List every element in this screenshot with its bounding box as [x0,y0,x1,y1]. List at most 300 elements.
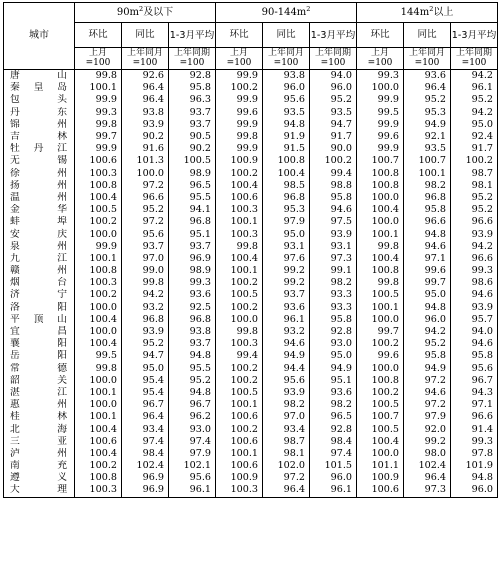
index-value: 98.2 [310,277,357,289]
index-value: 95.6 [122,228,169,240]
table-row [4,168,498,180]
index-value: 101.5 [310,460,357,472]
index-value: 95.8 [404,350,451,362]
index-value: 99.8 [216,131,263,143]
city-name: 平顶山 [4,314,75,326]
index-value: 100.2 [75,460,122,472]
index-value: 95.2 [451,204,498,216]
base-header-period: 上月 [230,48,249,58]
index-value: 93.5 [310,107,357,119]
index-value: 98.1 [263,448,310,460]
base-header-period: 上年同月 [268,48,305,58]
index-value: 100.3 [75,168,122,180]
index-value: 96.4 [122,411,169,423]
index-value: 100.0 [75,375,122,387]
index-value: 100.2 [216,277,263,289]
index-value: 93.1 [310,241,357,253]
index-value: 97.2 [404,399,451,411]
index-value: 99.9 [75,143,122,155]
index-value: 99.3 [357,70,404,83]
index-value: 96.0 [310,82,357,94]
table-row [4,350,498,362]
index-value: 99.7 [404,277,451,289]
index-value: 96.7 [451,375,498,387]
table-row [4,131,498,143]
table-row [4,241,498,253]
index-value: 99.9 [357,143,404,155]
index-value: 94.8 [169,387,216,399]
index-value: 99.8 [75,119,122,131]
city-column-header: 城市 [4,3,75,70]
index-value: 93.7 [169,107,216,119]
table-row [4,423,498,435]
index-value: 100.1 [75,411,122,423]
index-value: 93.2 [122,302,169,314]
index-value: 100.5 [357,399,404,411]
index-value: 97.2 [404,375,451,387]
index-value: 100.0 [75,326,122,338]
index-value: 96.9 [122,472,169,484]
table-row [4,204,498,216]
city-name: 韶关 [4,375,75,387]
index-value: 94.2 [451,107,498,119]
city-name: 徐州 [4,168,75,180]
index-value: 100.8 [75,180,122,192]
index-value: 96.9 [122,484,169,497]
index-value: 95.5 [169,363,216,375]
index-value: 95.1 [169,228,216,240]
index-value: 92.8 [169,70,216,83]
index-value: 99.7 [75,131,122,143]
index-value: 97.3 [404,484,451,497]
index-value: 102.1 [169,460,216,472]
index-value: 93.1 [263,241,310,253]
index-value: 97.0 [263,411,310,423]
index-value: 101.9 [451,460,498,472]
index-value: 99.0 [122,265,169,277]
index-value: 91.5 [263,143,310,155]
base-header [451,48,498,70]
index-value: 90.5 [169,131,216,143]
index-value: 100.6 [357,484,404,497]
city-name: 唐山 [4,70,75,83]
base-header-value: =100 [414,57,440,68]
index-value: 100.6 [216,192,263,204]
index-value: 91.7 [451,143,498,155]
index-value: 99.9 [357,119,404,131]
index-value: 99.9 [216,94,263,106]
index-value: 93.5 [404,143,451,155]
city-name: 北海 [4,423,75,435]
index-value: 99.2 [263,265,310,277]
index-value: 93.3 [310,289,357,301]
index-value: 100.5 [357,289,404,301]
table-row [4,448,498,460]
table-row [4,484,498,497]
index-value: 95.4 [122,387,169,399]
index-value: 102.0 [263,460,310,472]
metric-header: 环比 [75,23,122,48]
index-value: 96.6 [404,216,451,228]
base-header-period: 上年同期 [456,48,493,58]
index-value: 94.6 [310,204,357,216]
base-header-period: 上年同月 [409,48,446,58]
index-value: 95.3 [263,204,310,216]
city-name: 桂林 [4,411,75,423]
city-name: 扬州 [4,180,75,192]
index-value: 99.8 [216,241,263,253]
index-value: 100.0 [357,192,404,204]
index-value: 100.4 [75,314,122,326]
index-value: 99.9 [357,94,404,106]
index-value: 99.9 [216,119,263,131]
city-name: 蚌埠 [4,216,75,228]
index-value: 97.2 [263,472,310,484]
table-row [4,277,498,289]
table-row [4,143,498,155]
group-header-small: $90m^2$及以下 [75,3,216,23]
index-value: 98.9 [169,168,216,180]
table-row [4,375,498,387]
index-value: 100.3 [216,338,263,350]
city-name: 烟台 [4,277,75,289]
table-row [4,289,498,301]
table-header [4,3,498,70]
index-value: 96.0 [451,484,498,497]
index-value: 92.1 [404,131,451,143]
base-header-value: =100 [461,57,487,68]
index-value: 93.7 [169,338,216,350]
index-value: 100.0 [216,314,263,326]
index-value: 99.5 [357,107,404,119]
index-value: 93.5 [263,107,310,119]
index-value: 100.2 [357,387,404,399]
index-value: 102.4 [404,460,451,472]
index-value: 93.9 [122,119,169,131]
index-value: 100.4 [216,253,263,265]
index-value: 95.1 [310,375,357,387]
table-row [4,411,498,423]
index-value: 100.3 [75,484,122,497]
index-value: 94.0 [310,70,357,83]
index-value: 100.2 [216,82,263,94]
index-value: 99.1 [310,265,357,277]
city-name: 洛阳 [4,302,75,314]
table-row [4,460,498,472]
index-value: 99.3 [169,277,216,289]
table-row [4,94,498,106]
base-header [122,48,169,70]
index-value: 100.8 [357,265,404,277]
index-value: 94.6 [404,387,451,399]
table-row [4,363,498,375]
index-value: 99.8 [357,241,404,253]
city-name: 南充 [4,460,75,472]
table-row [4,387,498,399]
index-value: 95.0 [122,363,169,375]
table-row [4,472,498,484]
metric-header: 同比 [263,23,310,48]
index-value: 94.2 [404,326,451,338]
index-value: 98.6 [451,277,498,289]
city-name: 锦州 [4,119,75,131]
index-value: 99.4 [310,168,357,180]
index-value: 93.9 [310,228,357,240]
index-value: 99.6 [357,350,404,362]
index-value: 90.2 [169,143,216,155]
table-row [4,107,498,119]
table-row [4,119,498,131]
index-value: 100.1 [75,387,122,399]
index-value: 96.3 [169,94,216,106]
metric-header: 1-3月平均 [310,23,357,48]
index-value: 100.8 [75,472,122,484]
index-value: 99.6 [357,131,404,143]
index-value: 100.1 [216,216,263,228]
index-value: 96.1 [310,484,357,497]
index-value: 100.2 [216,302,263,314]
index-value: 100.1 [357,228,404,240]
index-value: 100.0 [357,314,404,326]
table-body [4,70,498,498]
index-value: 94.6 [404,241,451,253]
index-value: 98.0 [404,448,451,460]
city-name: 襄阳 [4,338,75,350]
index-value: 100.5 [169,155,216,167]
index-value: 100.8 [357,180,404,192]
index-value: 95.2 [404,338,451,350]
price-index-table [3,2,498,498]
index-value: 92.8 [310,423,357,435]
index-value: 99.8 [75,70,122,83]
index-value: 95.0 [404,289,451,301]
index-value: 94.6 [451,289,498,301]
index-value: 100.2 [216,363,263,375]
index-value: 100.6 [216,411,263,423]
index-value: 94.0 [451,326,498,338]
index-value: 100.0 [357,82,404,94]
metric-header: 环比 [216,23,263,48]
city-name: 惠州 [4,399,75,411]
table-row [4,192,498,204]
index-value: 94.8 [404,302,451,314]
base-header-period: 上月 [371,48,390,58]
index-value: 96.8 [169,216,216,228]
index-value: 99.9 [75,241,122,253]
city-name: 秦皇岛 [4,82,75,94]
index-value: 97.6 [263,253,310,265]
index-value: 94.1 [169,204,216,216]
index-value: 93.7 [169,241,216,253]
index-value: 100.0 [75,302,122,314]
index-value: 96.5 [169,180,216,192]
index-value: 97.2 [122,216,169,228]
index-value: 96.0 [310,472,357,484]
index-value: 100.1 [404,168,451,180]
index-value: 95.2 [404,94,451,106]
index-value: 92.6 [122,70,169,83]
index-value: 94.4 [263,363,310,375]
base-header [263,48,310,70]
index-value: 91.4 [451,423,498,435]
index-value: 100.1 [216,399,263,411]
index-value: 95.8 [451,350,498,362]
metric-header: 同比 [122,23,169,48]
index-value: 96.8 [404,192,451,204]
base-header-period: 上月 [88,48,107,58]
index-value: 93.6 [169,289,216,301]
index-value: 92.0 [404,423,451,435]
index-value: 96.6 [451,253,498,265]
base-row [4,48,498,70]
city-name: 赣州 [4,265,75,277]
table-row [4,399,498,411]
index-value: 93.8 [169,326,216,338]
index-value: 96.4 [404,82,451,94]
table-row [4,302,498,314]
city-name: 济宁 [4,289,75,301]
index-value: 99.8 [357,277,404,289]
index-value: 98.7 [263,436,310,448]
index-value: 94.9 [263,350,310,362]
index-value: 102.4 [122,460,169,472]
index-value: 98.5 [263,180,310,192]
index-value: 99.6 [404,265,451,277]
index-value: 95.8 [310,192,357,204]
index-value: 92.4 [451,131,498,143]
index-value: 93.6 [404,70,451,83]
index-value: 94.3 [451,387,498,399]
index-value: 95.8 [404,204,451,216]
index-value: 96.4 [122,82,169,94]
base-header-period: 上年同月 [126,48,163,58]
index-value: 93.9 [451,302,498,314]
index-value: 100.2 [75,216,122,228]
index-value: 100.0 [357,448,404,460]
index-value: 99.2 [404,436,451,448]
city-name: 无锡 [4,155,75,167]
index-value: 95.5 [169,192,216,204]
index-value: 99.9 [75,94,122,106]
index-value: 96.7 [122,399,169,411]
table-row [4,70,498,83]
index-value: 100.5 [216,289,263,301]
table-row [4,216,498,228]
index-value: 100.3 [216,228,263,240]
index-value: 96.1 [263,314,310,326]
index-value: 96.4 [122,94,169,106]
index-value: 91.6 [122,143,169,155]
index-value: 100.1 [75,253,122,265]
index-value: 100.3 [216,484,263,497]
base-header-value: =100 [226,57,252,68]
table-row [4,436,498,448]
index-value: 96.5 [310,411,357,423]
index-value: 93.8 [122,107,169,119]
city-name: 泸州 [4,448,75,460]
city-name: 宜昌 [4,326,75,338]
index-value: 95.8 [169,82,216,94]
index-value: 100.2 [310,155,357,167]
table-row [4,228,498,240]
base-header-period: 上年同期 [174,48,211,58]
index-value: 93.9 [263,387,310,399]
index-value: 97.1 [404,253,451,265]
index-value: 93.3 [310,302,357,314]
index-value: 93.4 [122,423,169,435]
index-value: 94.2 [451,241,498,253]
index-value: 100.7 [404,155,451,167]
index-value: 100.2 [216,168,263,180]
metric-header: 1-3月平均 [451,23,498,48]
index-value: 95.0 [263,228,310,240]
index-value: 100.5 [216,387,263,399]
index-value: 92.5 [169,302,216,314]
table-row [4,180,498,192]
table-row [4,326,498,338]
index-value: 100.2 [216,375,263,387]
index-value: 94.2 [122,289,169,301]
city-name: 遵义 [4,472,75,484]
index-value: 99.2 [263,277,310,289]
index-value: 100.4 [75,448,122,460]
index-value: 100.6 [216,460,263,472]
index-value: 99.8 [75,363,122,375]
index-value: 96.0 [404,314,451,326]
index-value: 96.1 [169,484,216,497]
index-value: 97.4 [169,436,216,448]
table-row [4,314,498,326]
index-value: 97.8 [451,448,498,460]
index-value: 100.9 [216,472,263,484]
index-value: 97.9 [169,448,216,460]
index-value: 93.0 [169,423,216,435]
city-name: 金华 [4,204,75,216]
city-name: 安庆 [4,228,75,240]
index-value: 95.4 [122,375,169,387]
index-value: 95.2 [451,94,498,106]
base-header-value: =100 [320,57,346,68]
index-value: 100.4 [357,253,404,265]
table-row [4,155,498,167]
index-value: 100.9 [216,155,263,167]
index-value: 100.1 [216,265,263,277]
index-value: 96.4 [404,472,451,484]
subheader-row [4,23,498,48]
index-value: 100.5 [75,204,122,216]
index-value: 100.4 [216,180,263,192]
index-value: 90.0 [310,143,357,155]
base-header [216,48,263,70]
metric-header: 1-3月平均 [169,23,216,48]
index-value: 100.7 [357,411,404,423]
index-value: 96.4 [263,484,310,497]
base-header-value: =100 [85,57,111,68]
index-value: 94.7 [122,350,169,362]
index-value: 93.9 [451,228,498,240]
base-header-value: =100 [132,57,158,68]
index-value: 100.4 [263,168,310,180]
index-value: 98.2 [263,399,310,411]
index-value: 99.7 [357,326,404,338]
base-header [169,48,216,70]
index-value: 96.8 [122,314,169,326]
index-value: 90.2 [122,131,169,143]
city-name: 丹东 [4,107,75,119]
index-value: 100.7 [357,155,404,167]
base-header [75,48,122,70]
index-value: 94.2 [451,70,498,83]
